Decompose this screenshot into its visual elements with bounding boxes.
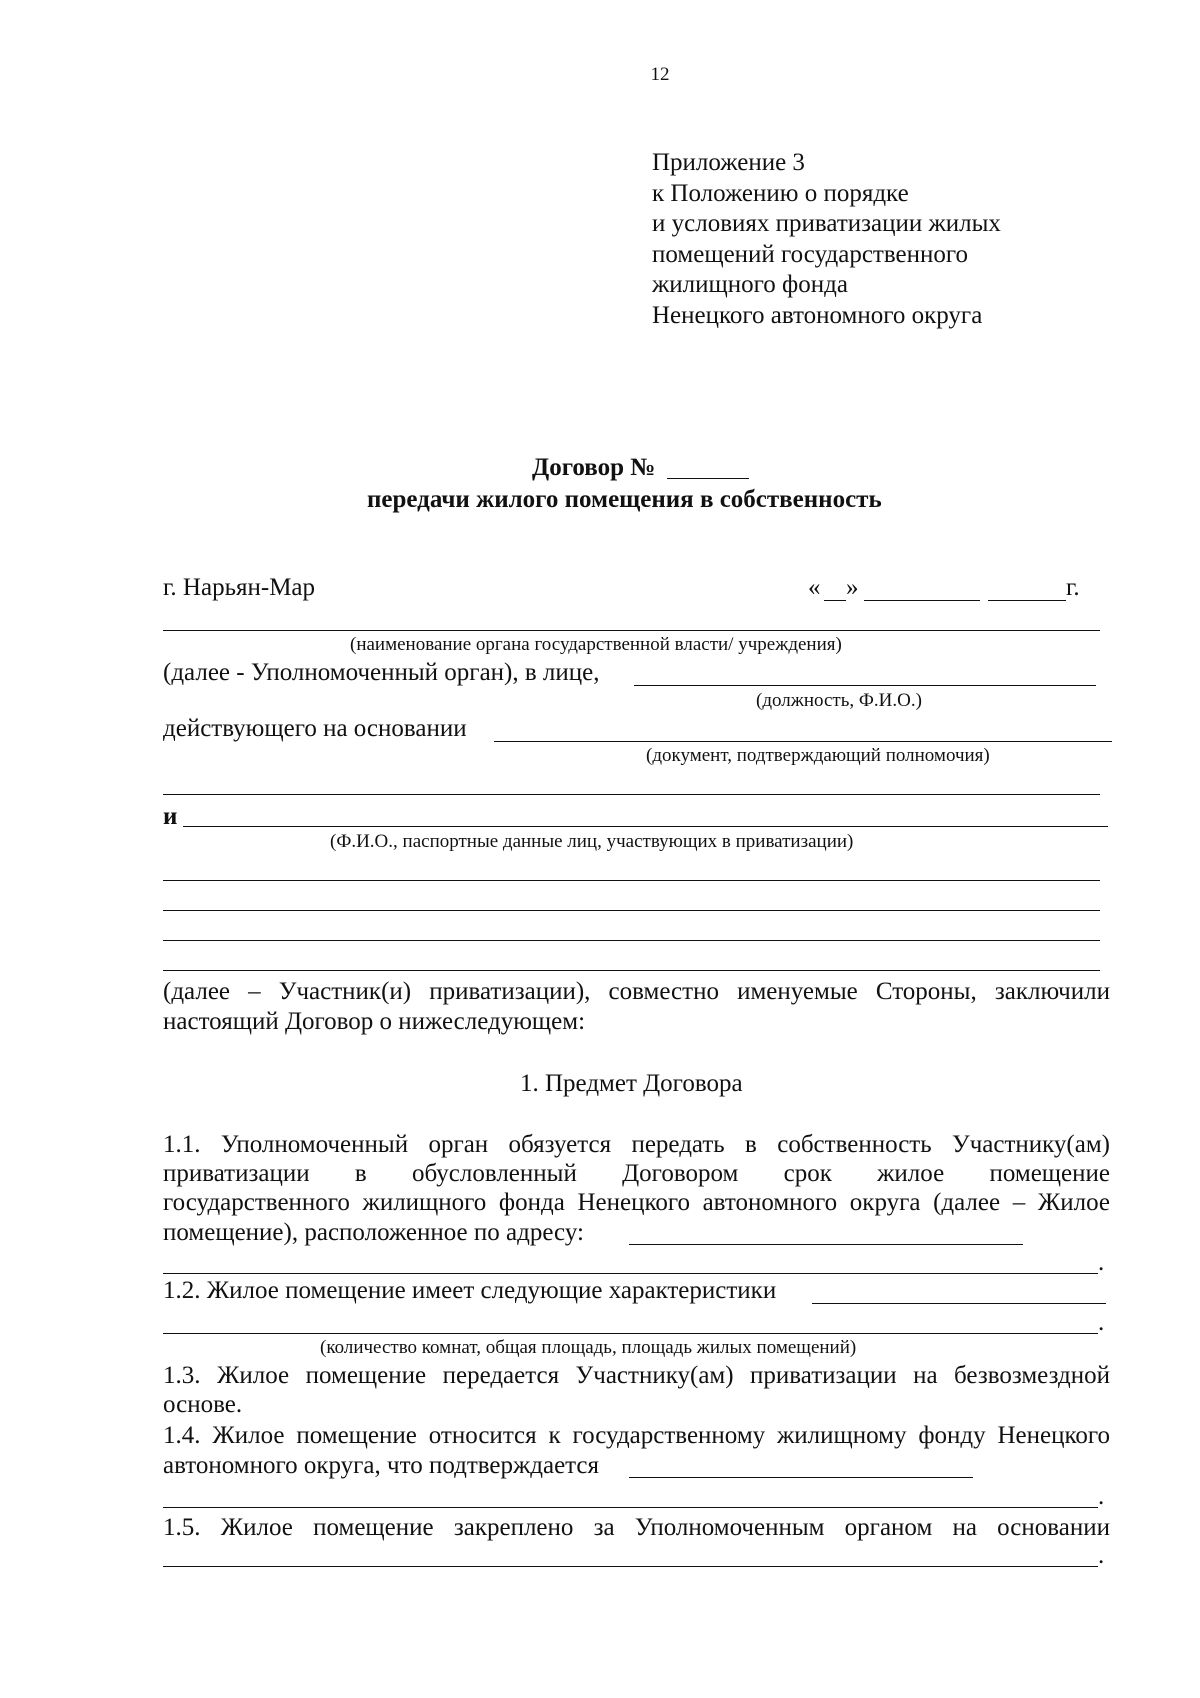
clause-1-1-line-2: приватизации в обусловленный Договором срок жилое помещение (163, 1160, 1110, 1187)
contract-title: Договор № (532, 454, 656, 481)
acting-basis-text: действующего на основании (163, 715, 467, 742)
appendix-line: Приложение 3 (652, 149, 805, 176)
period-mark: . (1098, 1542, 1105, 1569)
clause-1-2: 1.2. Жилое помещение имеет следующие характеристики (163, 1277, 777, 1304)
representative-field (634, 685, 1096, 686)
appendix-line: жилищного фонда (652, 271, 848, 298)
address-field (629, 1244, 1023, 1245)
preamble-closing-line-1: (далее – Участник(и) приватизации), совместно именуемые Стороны, заключили (163, 978, 1110, 1005)
caption-position: (должность, Ф.И.О.) (756, 690, 922, 711)
caption-participants: (Ф.И.О., паспортные данные лиц, участвующих в приватизации) (330, 831, 854, 852)
date-month-field (864, 600, 980, 601)
date-year-field (988, 600, 1066, 601)
appendix-reference (652, 148, 1001, 331)
clause-1-1-line-3: государственного жилищного фонда Ненецкого автономного округа (далее – Жилое (163, 1189, 1110, 1216)
confirmation-field-continued (163, 1507, 1098, 1508)
preamble-closing-line-2: настоящий Договор о нижеследующем: (163, 1008, 586, 1035)
characteristics-field-continued (163, 1333, 1098, 1334)
participants-field-line-4 (163, 940, 1100, 941)
appendix-line: к Положению о порядке (652, 179, 909, 207)
date-close-quote: » (846, 574, 859, 601)
section-1-heading: 1. Предмет Договора (520, 1070, 743, 1097)
appendix-line: Ненецкого автономного округа (652, 301, 983, 329)
contract-subtitle: передачи жилого помещения в собственность (367, 486, 882, 513)
authority-name-field (163, 630, 1100, 631)
caption-authority: (наименование органа государственной власти/ учреждения) (350, 634, 842, 655)
address-field-continued (163, 1273, 1098, 1274)
confirmation-field (629, 1477, 973, 1478)
clause-1-3-line-1: 1.3. Жилое помещение передается Участнику(ам) приватизации на безвозмездной (163, 1362, 1110, 1389)
basis-document-field-continued (163, 794, 1100, 795)
participants-field (183, 826, 1108, 827)
clause-1-1-line-4: помещение), расположенное по адресу: (163, 1219, 584, 1246)
appendix-line: и условиях приватизации жилых (652, 210, 1001, 237)
participants-field-line-2 (163, 880, 1100, 881)
basis-document-field (494, 741, 1112, 742)
page-number: 12 (650, 64, 670, 85)
caption-characteristics: (количество комнат, общая площадь, площадь жилых помещений) (320, 1337, 857, 1358)
represented-by-text: (далее - Уполномоченный орган), в лице, (163, 659, 600, 686)
city-name: г. Нарьян-Мар (163, 574, 316, 601)
period-mark: . (1098, 1309, 1105, 1336)
date-open-quote: « (808, 574, 821, 601)
appendix-line: помещений государственного (652, 240, 968, 268)
clause-1-5: 1.5. Жилое помещение закреплено за Уполномоченным органом на основании (163, 1514, 1110, 1541)
participants-field-line-5 (163, 970, 1100, 971)
caption-document: (документ, подтверждающий полномочия) (646, 745, 990, 766)
period-mark: . (1098, 1249, 1105, 1276)
period-mark: . (1098, 1483, 1105, 1510)
participants-field-line-3 (163, 910, 1100, 911)
year-suffix: г. (1066, 574, 1080, 601)
and-text: и (163, 803, 178, 830)
clause-1-3-line-2: основе. (163, 1391, 243, 1418)
clause-1-4-line-2: автономного округа, что подтверждается (163, 1452, 600, 1479)
contract-number-field (667, 478, 749, 479)
assignment-basis-field (163, 1566, 1098, 1567)
date-day-field (824, 600, 846, 601)
characteristics-field (812, 1303, 1106, 1304)
clause-1-1-line-1: 1.1. Уполномоченный орган обязуется передать в собственность Участнику(ам) (163, 1131, 1110, 1158)
clause-1-4-line-1: 1.4. Жилое помещение относится к государственному жилищному фонду Ненецкого (163, 1422, 1110, 1449)
